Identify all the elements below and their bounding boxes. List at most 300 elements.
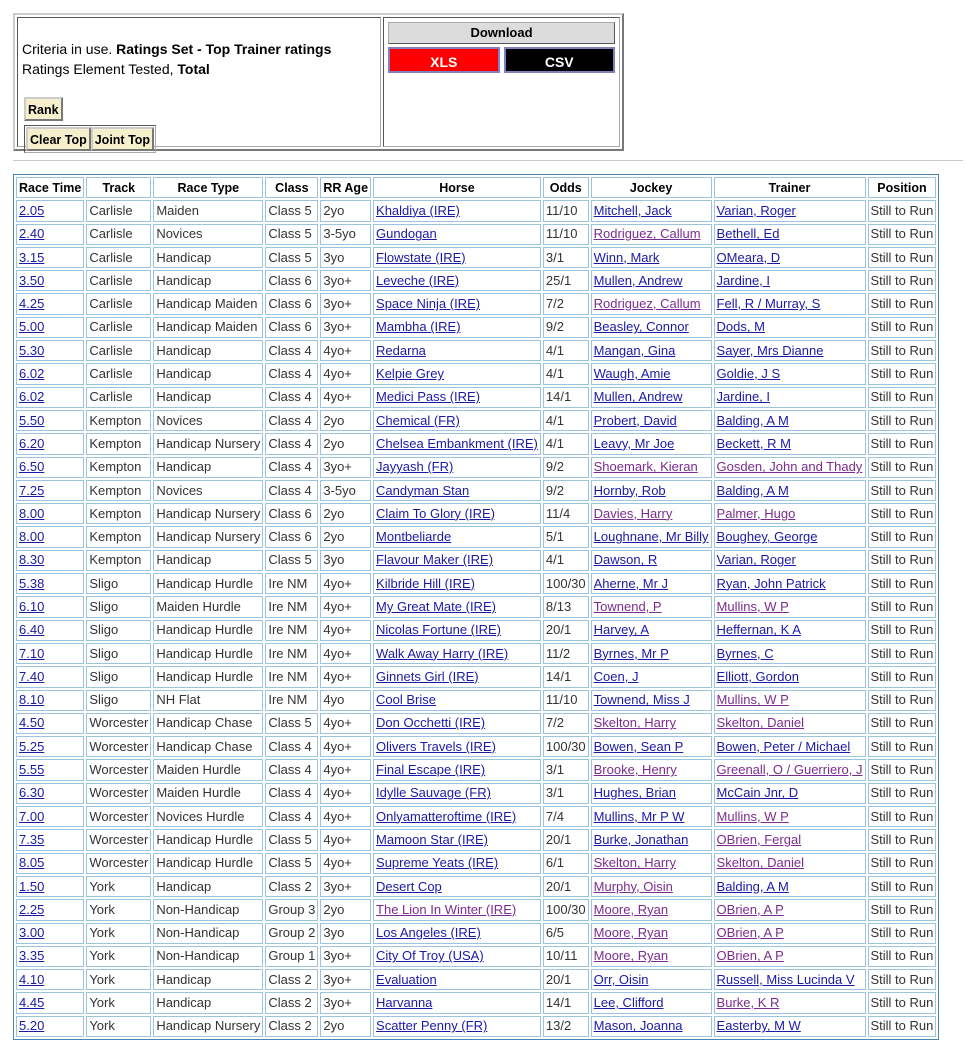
jockey-link[interactable]: Townend, Miss J	[593, 692, 690, 708]
column-header-odds: Odds	[543, 177, 589, 198]
horse-cell	[373, 224, 541, 245]
horse-link[interactable]: Leveche (IRE)	[376, 272, 460, 288]
trainer-link[interactable]: OBrien, A P	[716, 948, 784, 964]
criteria-prefix: Criteria in use.	[22, 41, 117, 57]
horse-link[interactable]: Kelpie Grey	[376, 366, 444, 382]
horse-cell	[373, 200, 541, 221]
race-time-link[interactable]: 6.02	[19, 366, 45, 382]
race-time-link[interactable]: 7.00	[19, 808, 45, 824]
race-time-cell	[16, 806, 84, 827]
rr-age-cell: 4yo+	[320, 666, 371, 687]
jockey-link[interactable]: Dawson, R	[593, 552, 658, 568]
horse-link[interactable]: Candyman Stan	[376, 482, 470, 498]
trainer-cell	[714, 690, 866, 711]
trainer-link[interactable]: Mullins, W P	[716, 598, 789, 614]
trainer-link[interactable]: Mullins, W P	[716, 808, 789, 824]
track-cell: Sligo	[86, 573, 151, 594]
table-row	[16, 1016, 936, 1037]
jockey-cell	[591, 433, 712, 454]
trainer-link[interactable]: Fell, R / Murray, S	[716, 296, 821, 312]
table-row	[16, 573, 936, 594]
race-time-link[interactable]: 6.50	[19, 459, 45, 475]
trainer-link[interactable]: Bowen, Peter / Michael	[716, 738, 851, 754]
jockey-link[interactable]: Moore, Ryan	[593, 901, 669, 917]
horse-link[interactable]: Space Ninja (IRE)	[376, 296, 481, 312]
position-cell: Still to Run	[868, 526, 937, 547]
download-box	[383, 17, 620, 147]
race-time-link[interactable]: 6.20	[19, 435, 45, 451]
race-time-link[interactable]: 5.00	[19, 319, 45, 335]
table-row	[16, 293, 936, 314]
race-time-cell	[16, 526, 84, 547]
horse-cell	[373, 666, 541, 687]
jockey-link[interactable]: Hornby, Rob	[593, 482, 666, 498]
divider	[13, 160, 963, 161]
jockey-link[interactable]: Coen, J	[593, 668, 639, 684]
horse-link[interactable]: Idylle Sauvage (FR)	[376, 785, 491, 801]
track-cell: Carlisle	[86, 317, 151, 338]
clear-top-button[interactable]: Clear Top	[26, 127, 91, 151]
horse-cell	[373, 759, 541, 780]
jockey-link[interactable]: Shoemark, Kieran	[593, 459, 698, 475]
race-time-link[interactable]: 8.00	[19, 529, 45, 545]
trainer-cell	[714, 759, 866, 780]
rank-button[interactable]: Rank	[24, 97, 63, 121]
horse-link[interactable]: Kilbride Hill (IRE)	[376, 575, 475, 591]
odds-cell: 20/1	[543, 620, 589, 641]
top-filter-group	[24, 125, 156, 153]
trainer-link[interactable]: OMeara, D	[716, 249, 781, 265]
class-cell: Class 4	[265, 410, 318, 431]
jockey-link[interactable]: Davies, Harry	[593, 505, 673, 521]
jockey-link[interactable]: Murphy, Oisin	[593, 878, 673, 894]
jockey-cell	[591, 969, 712, 990]
track-cell: Sligo	[86, 666, 151, 687]
jockey-link[interactable]: Mullen, Andrew	[593, 272, 683, 288]
trainer-cell	[714, 363, 866, 384]
jockey-link[interactable]: Orr, Oisin	[593, 971, 649, 987]
odds-cell: 11/10	[543, 224, 589, 245]
trainer-link[interactable]: Balding, A M	[716, 482, 789, 498]
position-cell: Still to Run	[868, 946, 937, 967]
trainer-link[interactable]: Greenall, O / Guerriero, J	[716, 762, 863, 778]
jockey-cell	[591, 363, 712, 384]
race-type-cell: Handicap Hurdle	[153, 620, 263, 641]
horse-link[interactable]: Ginnets Girl (IRE)	[376, 668, 479, 684]
race-type-cell: Maiden Hurdle	[153, 783, 263, 804]
table-row	[16, 853, 936, 874]
class-cell: Ire NM	[265, 573, 318, 594]
class-cell: Class 5	[265, 829, 318, 850]
rr-age-cell: 4yo+	[320, 573, 371, 594]
odds-cell: 7/2	[543, 293, 589, 314]
race-time-link[interactable]: 6.10	[19, 598, 45, 614]
odds-cell: 100/30	[543, 899, 589, 920]
race-time-link[interactable]: 5.55	[19, 762, 45, 778]
track-cell: Kempton	[86, 410, 151, 431]
race-time-link[interactable]: 6.40	[19, 622, 45, 638]
position-cell: Still to Run	[868, 550, 937, 571]
horse-link[interactable]: Cool Brise	[376, 692, 436, 708]
jockey-link[interactable]: Beasley, Connor	[593, 319, 689, 335]
horse-link[interactable]: Supreme Yeats (IRE)	[376, 855, 499, 871]
class-cell: Class 6	[265, 317, 318, 338]
ratings-element-name: Total	[177, 61, 210, 77]
trainer-cell	[714, 876, 866, 897]
race-type-cell: Handicap	[153, 363, 263, 384]
horse-cell	[373, 1016, 541, 1037]
horse-cell	[373, 969, 541, 990]
race-time-link[interactable]: 7.35	[19, 831, 45, 847]
trainer-cell	[714, 853, 866, 874]
trainer-link[interactable]: Balding, A M	[716, 878, 789, 894]
horse-link[interactable]: Walk Away Harry (IRE)	[376, 645, 509, 661]
jockey-cell	[591, 923, 712, 944]
horse-link[interactable]: Chelsea Embankment (IRE)	[376, 435, 538, 451]
race-time-link[interactable]: 3.15	[19, 249, 45, 265]
position-cell: Still to Run	[868, 363, 937, 384]
jockey-cell	[591, 713, 712, 734]
race-time-link[interactable]: 4.10	[19, 971, 45, 987]
xls-download-button[interactable]: XLS	[388, 47, 500, 73]
race-time-cell	[16, 387, 84, 408]
track-cell: Worcester	[86, 829, 151, 850]
track-cell: Worcester	[86, 736, 151, 757]
trainer-link[interactable]: Varian, Roger	[716, 202, 796, 218]
race-time-link[interactable]: 4.50	[19, 715, 45, 731]
race-time-link[interactable]: 7.10	[19, 645, 45, 661]
class-cell: Class 5	[265, 224, 318, 245]
position-cell: Still to Run	[868, 457, 937, 478]
table-row	[16, 596, 936, 617]
trainer-link[interactable]: Sayer, Mrs Dianne	[716, 342, 824, 358]
csv-download-button[interactable]: CSV	[504, 47, 616, 73]
rr-age-cell: 3yo+	[320, 992, 371, 1013]
race-time-link[interactable]: 6.30	[19, 785, 45, 801]
race-time-link[interactable]: 2.40	[19, 226, 45, 242]
position-cell: Still to Run	[868, 247, 937, 268]
track-cell: Worcester	[86, 806, 151, 827]
rr-age-cell: 4yo+	[320, 783, 371, 804]
trainer-link[interactable]: Gosden, John and Thady	[716, 459, 863, 475]
race-time-link[interactable]: 3.35	[19, 948, 45, 964]
jockey-link[interactable]: Moore, Ryan	[593, 925, 669, 941]
jockey-link[interactable]: Bowen, Sean P	[593, 738, 684, 754]
race-time-link[interactable]: 3.50	[19, 272, 45, 288]
ratings-element-line	[18, 59, 380, 79]
criteria-layout	[15, 15, 622, 149]
horse-link[interactable]: Gundogan	[376, 226, 437, 242]
trainer-link[interactable]: Varian, Roger	[716, 552, 796, 568]
trainer-link[interactable]: Heffernan, K A	[716, 622, 801, 638]
race-time-link[interactable]: 5.30	[19, 342, 45, 358]
rr-age-cell: 3yo+	[320, 946, 371, 967]
trainer-cell	[714, 410, 866, 431]
jockey-link[interactable]: Moore, Ryan	[593, 948, 669, 964]
trainer-link[interactable]: Skelton, Daniel	[716, 855, 804, 871]
horse-link[interactable]: Redarna	[376, 342, 426, 358]
trainer-cell	[714, 573, 866, 594]
rr-age-cell: 4yo+	[320, 387, 371, 408]
odds-cell: 25/1	[543, 270, 589, 291]
rr-age-cell: 4yo+	[320, 806, 371, 827]
trainer-link[interactable]: Goldie, J S	[716, 366, 781, 382]
rr-age-cell: 4yo+	[320, 829, 371, 850]
table-row	[16, 480, 936, 501]
trainer-link[interactable]: Ryan, John Patrick	[716, 575, 826, 591]
horse-link[interactable]: Scatter Penny (FR)	[376, 1018, 488, 1034]
class-cell: Class 5	[265, 247, 318, 268]
horse-link[interactable]: Desert Cop	[376, 878, 442, 894]
race-time-cell	[16, 340, 84, 361]
horse-link[interactable]: Final Escape (IRE)	[376, 762, 486, 778]
odds-cell: 6/5	[543, 923, 589, 944]
race-time-cell	[16, 969, 84, 990]
race-type-cell: Non-Handicap	[153, 899, 263, 920]
horse-link[interactable]: Khaldiya (IRE)	[376, 202, 460, 218]
position-cell: Still to Run	[868, 293, 937, 314]
jockey-link[interactable]: Hughes, Brian	[593, 785, 677, 801]
jockey-link[interactable]: Winn, Mark	[593, 249, 660, 265]
rr-age-cell: 2yo	[320, 200, 371, 221]
rr-age-cell: 3yo	[320, 550, 371, 571]
jockey-link[interactable]: Townend, P	[593, 598, 662, 614]
trainer-link[interactable]: Mullins, W P	[716, 692, 789, 708]
race-time-link[interactable]: 1.50	[19, 878, 45, 894]
jockey-link[interactable]: Loughnane, Mr Billy	[593, 529, 709, 545]
horse-cell	[373, 573, 541, 594]
race-time-link[interactable]: 4.45	[19, 995, 45, 1011]
jockey-link[interactable]: Skelton, Harry	[593, 715, 677, 731]
column-header-track: Track	[86, 177, 151, 198]
race-type-cell: Handicap Hurdle	[153, 853, 263, 874]
race-time-link[interactable]: 5.25	[19, 738, 45, 754]
jockey-cell	[591, 759, 712, 780]
trainer-cell	[714, 317, 866, 338]
download-buttons	[388, 47, 615, 73]
position-cell: Still to Run	[868, 783, 937, 804]
jockey-cell	[591, 270, 712, 291]
trainer-link[interactable]: Easterby, M W	[716, 1018, 801, 1034]
horse-link[interactable]: Olivers Travels (IRE)	[376, 738, 496, 754]
race-time-link[interactable]: 5.50	[19, 412, 45, 428]
trainer-link[interactable]: Balding, A M	[716, 412, 789, 428]
horse-link[interactable]: Flavour Maker (IRE)	[376, 552, 494, 568]
horse-link[interactable]: Chemical (FR)	[376, 412, 460, 428]
race-type-cell: Novices	[153, 410, 263, 431]
jockey-link[interactable]: Burke, Jonathan	[593, 831, 689, 847]
trainer-link[interactable]: OBrien, A P	[716, 925, 784, 941]
trainer-cell	[714, 293, 866, 314]
ratings-element-prefix: Ratings Element Tested,	[22, 61, 178, 77]
jockey-link[interactable]: Skelton, Harry	[593, 855, 677, 871]
jockey-link[interactable]: Mullins, Mr P W	[593, 808, 685, 824]
race-time-link[interactable]: 5.20	[19, 1018, 45, 1034]
race-time-link[interactable]: 3.00	[19, 925, 45, 941]
horse-link[interactable]: Mambha (IRE)	[376, 319, 461, 335]
race-time-cell	[16, 363, 84, 384]
horse-link[interactable]: City Of Troy (USA)	[376, 948, 484, 964]
horse-link[interactable]: My Great Mate (IRE)	[376, 598, 496, 614]
trainer-link[interactable]: OBrien, Fergal	[716, 831, 802, 847]
table-row	[16, 690, 936, 711]
rr-age-cell: 3yo+	[320, 969, 371, 990]
race-type-cell: Handicap Nursery	[153, 433, 263, 454]
rr-age-cell: 2yo	[320, 899, 371, 920]
odds-cell: 20/1	[543, 969, 589, 990]
race-time-link[interactable]: 2.25	[19, 901, 45, 917]
table-row	[16, 992, 936, 1013]
race-time-link[interactable]: 6.02	[19, 389, 45, 405]
jockey-link[interactable]: Brooke, Henry	[593, 762, 677, 778]
track-cell: Carlisle	[86, 200, 151, 221]
rr-age-cell: 4yo+	[320, 596, 371, 617]
race-time-link[interactable]: 4.25	[19, 296, 45, 312]
horse-link[interactable]: Evaluation	[376, 971, 437, 987]
jockey-cell	[591, 620, 712, 641]
trainer-link[interactable]: McCain Jnr, D	[716, 785, 799, 801]
trainer-link[interactable]: Russell, Miss Lucinda V	[716, 971, 855, 987]
trainer-link[interactable]: OBrien, A P	[716, 901, 784, 917]
jockey-cell	[591, 736, 712, 757]
rr-age-cell: 3yo+	[320, 876, 371, 897]
race-time-link[interactable]: 8.00	[19, 505, 45, 521]
jockey-link[interactable]: Mullen, Andrew	[593, 389, 683, 405]
jockey-link[interactable]: Aherne, Mr J	[593, 575, 669, 591]
track-cell: Sligo	[86, 643, 151, 664]
race-time-cell	[16, 433, 84, 454]
rr-age-cell: 2yo	[320, 410, 371, 431]
horse-cell	[373, 806, 541, 827]
odds-cell: 7/2	[543, 713, 589, 734]
trainer-cell	[714, 550, 866, 571]
race-type-cell: Handicap Nursery	[153, 526, 263, 547]
jockey-cell	[591, 643, 712, 664]
race-type-cell: Non-Handicap	[153, 923, 263, 944]
horse-cell	[373, 876, 541, 897]
horse-link[interactable]: Nicolas Fortune (IRE)	[376, 622, 502, 638]
jockey-cell	[591, 503, 712, 524]
horse-link[interactable]: Claim To Glory (IRE)	[376, 505, 495, 521]
position-cell: Still to Run	[868, 713, 937, 734]
horse-link[interactable]: The Lion In Winter (IRE)	[376, 901, 517, 917]
track-cell: Kempton	[86, 503, 151, 524]
trainer-cell	[714, 526, 866, 547]
jockey-link[interactable]: Rodriguez, Callum	[593, 296, 701, 312]
race-time-cell	[16, 992, 84, 1013]
race-time-cell	[16, 853, 84, 874]
horse-link[interactable]: Montbeliarde	[376, 529, 452, 545]
column-header-trainer: Trainer	[714, 177, 866, 198]
trainer-cell	[714, 969, 866, 990]
jockey-link[interactable]: Mitchell, Jack	[593, 202, 672, 218]
jockey-link[interactable]: Harvey, A	[593, 622, 650, 638]
horse-link[interactable]: Don Occhetti (IRE)	[376, 715, 486, 731]
horse-cell	[373, 829, 541, 850]
trainer-cell	[714, 620, 866, 641]
class-cell: Ire NM	[265, 690, 318, 711]
jockey-link[interactable]: Rodriguez, Callum	[593, 226, 701, 242]
trainer-cell	[714, 992, 866, 1013]
trainer-link[interactable]: Boughey, George	[716, 529, 818, 545]
race-type-cell: Handicap	[153, 876, 263, 897]
class-cell: Ire NM	[265, 596, 318, 617]
position-cell: Still to Run	[868, 969, 937, 990]
trainer-link[interactable]: Beckett, R M	[716, 435, 791, 451]
trainer-link[interactable]: Jardine, I	[716, 272, 771, 288]
horse-cell	[373, 736, 541, 757]
results-body	[16, 200, 936, 1037]
trainer-link[interactable]: Elliott, Gordon	[716, 668, 799, 684]
trainer-link[interactable]: Bethell, Ed	[716, 226, 780, 242]
jockey-cell	[591, 666, 712, 687]
trainer-link[interactable]: Byrnes, C	[716, 645, 774, 661]
race-time-link[interactable]: 7.25	[19, 482, 45, 498]
track-cell: Kempton	[86, 526, 151, 547]
trainer-cell	[714, 643, 866, 664]
trainer-link[interactable]: Jardine, I	[716, 389, 771, 405]
horse-cell	[373, 643, 541, 664]
jockey-link[interactable]: Leavy, Mr Joe	[593, 435, 675, 451]
horse-link[interactable]: Flowstate (IRE)	[376, 249, 466, 265]
track-cell: Kempton	[86, 457, 151, 478]
race-time-link[interactable]: 7.40	[19, 668, 45, 684]
jockey-link[interactable]: Mason, Joanna	[593, 1018, 683, 1034]
race-type-cell: Handicap	[153, 457, 263, 478]
horse-cell	[373, 247, 541, 268]
race-time-cell	[16, 247, 84, 268]
horse-link[interactable]: Jayyash (FR)	[376, 459, 454, 475]
race-time-link[interactable]: 8.10	[19, 692, 45, 708]
race-time-cell	[16, 410, 84, 431]
trainer-link[interactable]: Dods, M	[716, 319, 765, 335]
jockey-link[interactable]: Probert, David	[593, 412, 677, 428]
race-time-link[interactable]: 5.38	[19, 575, 45, 591]
race-time-link[interactable]: 8.30	[19, 552, 45, 568]
odds-cell: 4/1	[543, 363, 589, 384]
horse-link[interactable]: Onlyamatteroftime (IRE)	[376, 808, 517, 824]
jockey-cell	[591, 410, 712, 431]
race-time-cell	[16, 293, 84, 314]
horse-link[interactable]: Medici Pass (IRE)	[376, 389, 481, 405]
horse-cell	[373, 690, 541, 711]
trainer-link[interactable]: Burke, K R	[716, 995, 780, 1011]
jockey-link[interactable]: Waugh, Amie	[593, 366, 671, 382]
jockey-link[interactable]: Mangan, Gina	[593, 342, 676, 358]
rr-age-cell: 3yo	[320, 247, 371, 268]
trainer-link[interactable]: Palmer, Hugo	[716, 505, 796, 521]
race-time-cell	[16, 480, 84, 501]
trainer-link[interactable]: Skelton, Daniel	[716, 715, 804, 731]
track-cell: Worcester	[86, 783, 151, 804]
race-type-cell: NH Flat	[153, 690, 263, 711]
horse-link[interactable]: Los Angeles (IRE)	[376, 925, 481, 941]
table-row	[16, 923, 936, 944]
odds-cell: 3/1	[543, 783, 589, 804]
table-row	[16, 503, 936, 524]
horse-link[interactable]: Mamoon Star (IRE)	[376, 831, 489, 847]
table-row	[16, 899, 936, 920]
track-cell: Carlisle	[86, 293, 151, 314]
jockey-link[interactable]: Byrnes, Mr P	[593, 645, 669, 661]
jockey-link[interactable]: Lee, Clifford	[593, 995, 664, 1011]
horse-link[interactable]: Harvanna	[376, 995, 433, 1011]
class-cell: Ire NM	[265, 666, 318, 687]
joint-top-button[interactable]: Joint Top	[91, 127, 154, 151]
race-time-link[interactable]: 2.05	[19, 202, 45, 218]
jockey-cell	[591, 224, 712, 245]
race-time-link[interactable]: 8.05	[19, 855, 45, 871]
